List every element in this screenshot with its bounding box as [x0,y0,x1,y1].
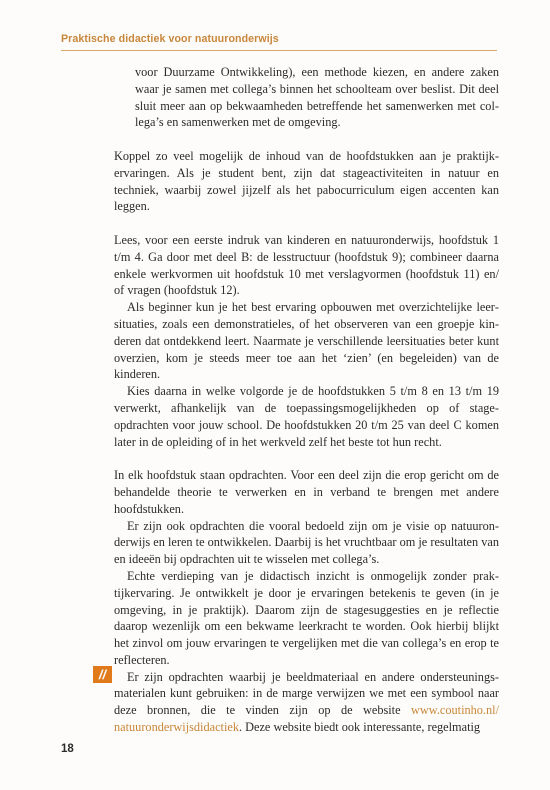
paragraph-1: voor Duurzame Ontwikkeling), een methode kiezen, en andere zaken waar je samen met collega’s binnen het schoolteam over beslist. Dit deel sluit meer aan op bekwaamheden betreffende het samenwerken met collega’s en samenwerken met de omgeving. [135,65,499,130]
margin-resource-icon: // [93,666,112,683]
paragraph-2: Koppel zo veel mogelijk de inhoud van de hoofdstukken aan je praktijkervaringen. Als je student bent, zijn dat stageactiviteiten in natuur en techniek, waarbij zowel jijzelf als het pabocurriculum eigen accenten kan leggen. [114,148,499,214]
paragraph-6: In elk hoofdstuk staan opdrachten. Voor een deel zijn die erop gericht om de behandelde theorie te verwerken en in verband te brengen met andere hoofdstukken. [114,468,499,516]
paragraph-9 [114,669,499,736]
paragraph-9-tail: . Deze website biedt ook interessante, regelmatig [238,720,481,735]
paragraph-7: Er zijn ook opdrachten die vooral bedoeld zijn om je visie op natuuronderwijs en leren te ontwikkelen. Daarbij is het vruchtbaar om je resultaten van en ideeën bij opdrachten uit te wisselen met collega’s. [114,518,499,567]
header-rule [61,50,497,51]
page-number: 18 [61,743,74,755]
paragraph-8: Echte verdieping van je didactisch inzicht is onmogelijk zonder praktijkervaring. Je ontwikkelt je door je ervaringen betekenis te geven (in je omgeving, in je praktijk). Daarom zijn de stagesuggesties en je reflectie daarop wezenlijk om een bekwame leerkracht te worden. Ook hierbij blijkt het zinvol om jouw ervaringen te vergelijken met die van collega’s en erop te reflecteren. [114,568,499,667]
running-header-title: Praktische didactiek voor natuuronderwijs [61,33,279,45]
website-link[interactable]: www.coutinho.nl/ natuuronderwijsdidactiek [114,703,499,735]
paragraph-5: Kies daarna in welke volgorde je de hoofdstukken 5 t/m 8 en 13 t/m 19 verwerkt, afhankelijk van de toepassingsmogelijkheden op of stageopdrachten voor jouw school. De hoofdstukken 20 t/m 25 van deel C komen later in de opleiding of in het werkveld zelf het beste tot hun recht. [114,384,499,449]
paragraph-3: Lees, voor een eerste indruk van kinderen en natuuronderwijs, hoofdstuk 1 t/m 4. Ga door met deel B: de lesstructuur (hoofdstuk 9); combineer daarna enkele werkvormen uit hoofdstuk 10 met verslagvormen (hoofdstuk 11) en/ of vragen (hoofdstuk 12). [114,232,499,298]
paragraph-9-text: Er zijn opdrachten waarbij je beeldmateriaal en andere ondersteuningsmaterialen kunt gebruiken: in de marge verwijzen we met een symbool naar deze bronnen, die te vinden zijn op de website [114,669,499,718]
body-text [114,64,499,736]
paragraph-4: Als beginner kun je het best ervaring opbouwen met overzichtelijke leersituaties, zoals een demonstratieles, of het observeren van een groepje kinderen dat ontdekkend leert. Naarmate je verschillende leersituaties beter kunt overzien, kom je steeds meer toe aan het ‘zien’ (en begeleiden) van de kinderen. [114,300,499,382]
